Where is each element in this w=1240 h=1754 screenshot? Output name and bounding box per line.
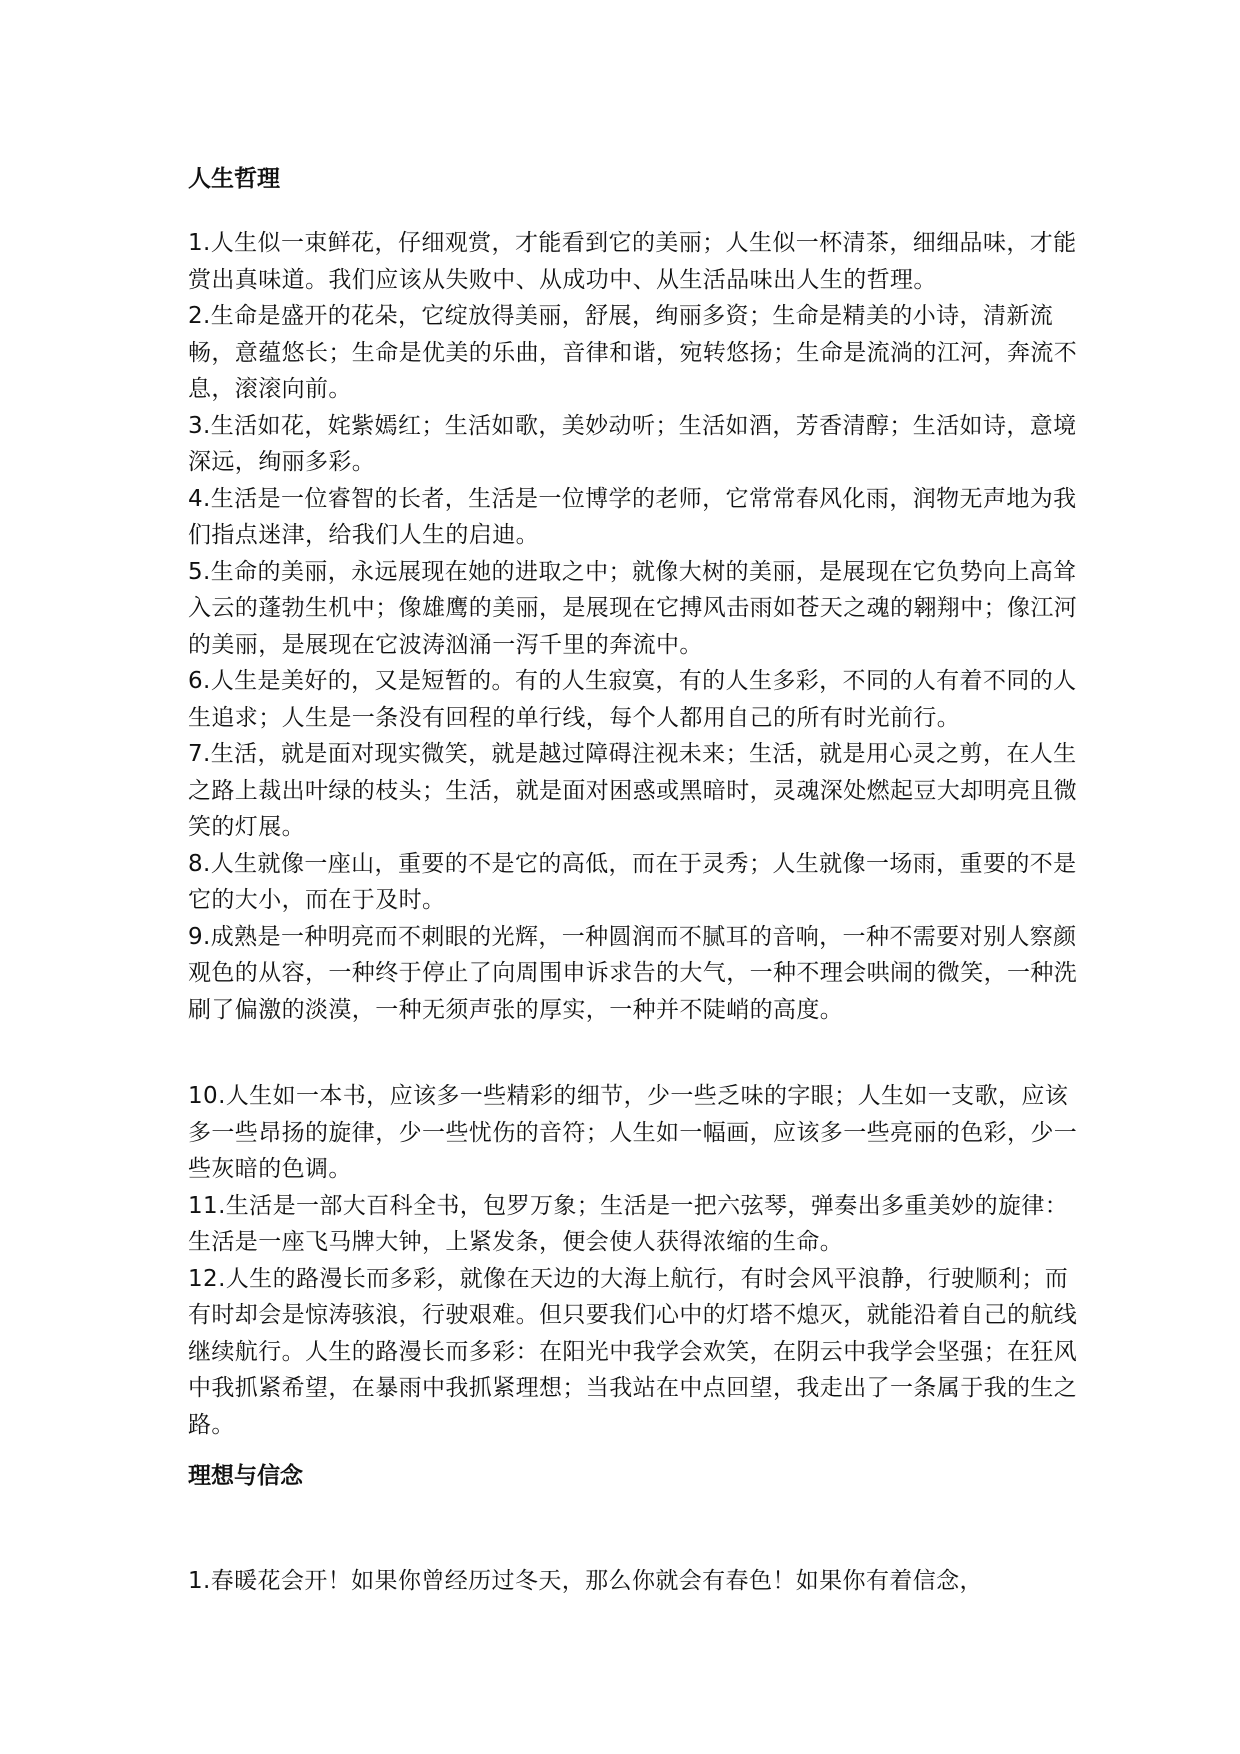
philosophy-paragraphs-1-9 (188, 225, 1078, 1028)
paragraph: 6.人生是美好的，又是短暂的。有的人生寂寞，有的人生多彩，不同的人有着不同的人生追求；人生是一条没有回程的单行线，每个人都用自己的所有时光前行。 (188, 668, 1077, 731)
section-title-ideals: 理想与信念 (188, 1463, 303, 1489)
section-title-philosophy: 人生哲理 (188, 166, 280, 192)
paragraph: 7.生活，就是面对现实微笑，就是越过障碍注视未来；生活，就是用心灵之剪，在人生之路上裁出叶绿的枝头；生活，就是面对困惑或黑暗时，灵魂深处燃起豆大却明亮且微笑的灯展。 (188, 741, 1078, 840)
paragraph: 11.生活是一部大百科全书，包罗万象；生活是一把六弦琴，弹奏出多重美妙的旋律：生活是一座飞马牌大钟，上紧发条，便会使人获得浓缩的生命。 (188, 1192, 1069, 1255)
paragraph: 5.生命的美丽，永远展现在她的进取之中；就像大树的美丽，是展现在它负势向上高耸入云的蓬勃生机中；像雄鹰的美丽，是展现在它搏风击雨如苍天之魂的翱翔中；像江河的美丽，是展现在它波涛汹涌一泻千里的奔流中。 (188, 558, 1078, 658)
paragraph: 1.人生似一束鲜花，仔细观赏，才能看到它的美丽；人生似一杯清茶，细细品味，才能赏出真味道。我们应该从失败中、从成功中、从生活品味出人生的哲理。 (188, 230, 1077, 293)
paragraph: 3.生活如花，姹紫嫣红；生活如歌，美妙动听；生活如酒，芳香清醇；生活如诗，意境深远，绚丽多彩。 (188, 412, 1077, 475)
ideals-paragraphs (188, 1563, 1078, 1600)
paragraph: 2.生命是盛开的花朵，它绽放得美丽，舒展，绚丽多资；生命是精美的小诗，清新流畅，意蕴悠长；生命是优美的乐曲，音律和谐，宛转悠扬；生命是流淌的江河，奔流不息，滚滚向前。 (188, 303, 1078, 402)
paragraph: 1.春暖花会开！如果你曾经历过冬天，那么你就会有春色！如果你有着信念， (188, 1568, 983, 1594)
philosophy-paragraphs-10-12 (188, 1078, 1078, 1443)
paragraph: 10.人生如一本书，应该多一些精彩的细节，少一些乏味的字眼；人生如一支歌，应该多一些昂扬的旋律，少一些忧伤的音符；人生如一幅画，应该多一些亮丽的色彩，少一些灰暗的色调。 (188, 1083, 1078, 1182)
paragraph: 12.人生的路漫长而多彩，就像在天边的大海上航行，有时会风平浪静，行驶顺利；而有时却会是惊涛骇浪，行驶艰难。但只要我们心中的灯塔不熄灭，就能沿着自己的航线继续航行。人生的路漫长而多彩：在阳光中我学会欢笑，在阴云中我学会坚强；在狂风中我抓紧希望，在暴雨中我抓紧理想；当我站在中点回望，我走出了一条属于我的生之路。 (188, 1265, 1078, 1438)
paragraph: 9.成熟是一种明亮而不刺眼的光辉，一种圆润而不腻耳的音响，一种不需要对别人察颜观色的从容，一种终于停止了向周围申诉求告的大气，一种不理会哄闹的微笑，一种洗刷了偏激的淡漠，一种无须声张的厚实，一种并不陡峭的高度。 (188, 923, 1078, 1023)
paragraph: 8.人生就像一座山，重要的不是它的高低，而在于灵秀；人生就像一场雨，重要的不是它的大小，而在于及时。 (188, 850, 1077, 913)
paragraph: 4.生活是一位睿智的长者，生活是一位博学的老师，它常常春风化雨，润物无声地为我们指点迷津，给我们人生的启迪。 (188, 485, 1077, 548)
